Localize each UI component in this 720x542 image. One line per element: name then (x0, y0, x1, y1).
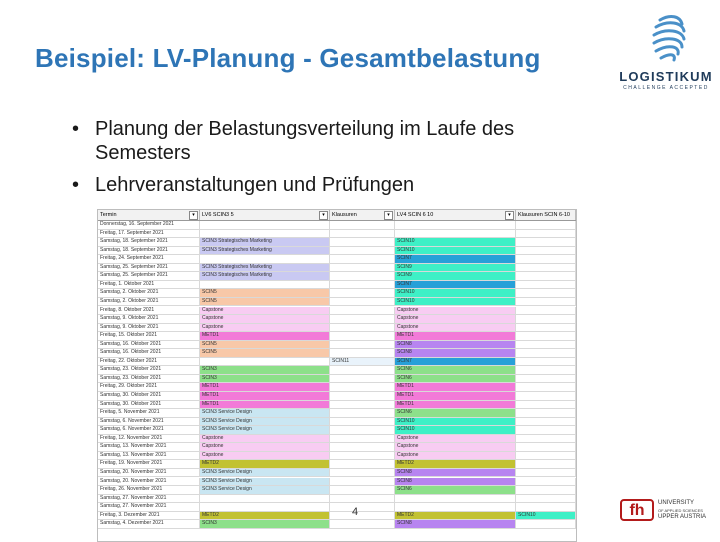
table-row[interactable] (98, 341, 576, 350)
table-row[interactable] (98, 392, 576, 401)
table-cell[interactable] (330, 272, 395, 280)
table-cell[interactable]: Freitag, 5. November 2021 (98, 409, 200, 417)
table-cell[interactable]: Freitag, 26. November 2021 (98, 486, 200, 494)
table-cell[interactable]: METD1 (200, 383, 330, 391)
table-cell[interactable] (330, 401, 395, 409)
table-row[interactable] (98, 443, 576, 452)
fh-logo-mark: fh (620, 499, 654, 521)
table-cell[interactable] (330, 298, 395, 306)
table-cell[interactable] (200, 281, 330, 289)
table-cell[interactable]: Samstag, 20. November 2021 (98, 469, 200, 477)
table-cell[interactable] (516, 366, 576, 374)
table-cell[interactable]: SCIN8 (395, 469, 516, 477)
table-cell[interactable]: METD1 (200, 332, 330, 340)
table-cell[interactable]: SCIN8 (395, 341, 516, 349)
table-cell[interactable] (516, 358, 576, 366)
table-cell[interactable] (516, 315, 576, 323)
table-cell[interactable] (516, 332, 576, 340)
table-row[interactable] (98, 520, 576, 529)
table-cell[interactable]: Capstone (395, 443, 516, 451)
table-cell[interactable]: Samstag, 27. November 2021 (98, 503, 200, 511)
table-cell[interactable] (516, 375, 576, 383)
bullet-dot-icon: • (72, 174, 80, 196)
table-row[interactable] (98, 375, 576, 384)
table-cell[interactable]: SCIN3 Strategisches Marketing (200, 264, 330, 272)
table-cell[interactable]: Capstone (200, 435, 330, 443)
table-cell[interactable]: Samstag, 18. September 2021 (98, 247, 200, 255)
table-cell[interactable] (330, 230, 395, 238)
table-cell[interactable] (330, 315, 395, 323)
table-cell[interactable] (516, 238, 576, 246)
table-cell[interactable]: Samstag, 23. Oktober 2021 (98, 366, 200, 374)
table-cell[interactable]: SCIN3 Service Design (200, 418, 330, 426)
table-row[interactable] (98, 264, 576, 273)
table-cell[interactable] (330, 332, 395, 340)
table-row[interactable] (98, 486, 576, 495)
table-cell[interactable]: SCIN3 Strategisches Marketing (200, 247, 330, 255)
table-cell[interactable]: Samstag, 16. Oktober 2021 (98, 341, 200, 349)
table-cell[interactable] (516, 443, 576, 451)
table-cell[interactable] (516, 298, 576, 306)
table-cell[interactable] (330, 469, 395, 477)
table-row[interactable] (98, 478, 576, 487)
table-cell[interactable] (330, 264, 395, 272)
spreadsheet-header-row (98, 210, 576, 221)
table-row[interactable] (98, 401, 576, 410)
filter-dropdown-icon[interactable]: ▾ (189, 211, 198, 220)
table-cell[interactable]: SCIN5 (200, 341, 330, 349)
table-cell[interactable] (200, 221, 330, 229)
logistikum-logo (616, 10, 716, 90)
table-row[interactable] (98, 221, 576, 230)
table-cell[interactable] (330, 307, 395, 315)
table-row[interactable] (98, 332, 576, 341)
table-cell[interactable] (516, 452, 576, 460)
table-cell[interactable] (200, 255, 330, 263)
table-cell[interactable] (330, 435, 395, 443)
swirl-logo-icon (616, 10, 716, 68)
table-cell[interactable] (330, 289, 395, 297)
table-cell[interactable] (330, 247, 395, 255)
table-cell[interactable]: Freitag, 22. Oktober 2021 (98, 358, 200, 366)
header-termin[interactable]: Termin ▾ (98, 210, 200, 220)
table-cell[interactable]: SCIN8 (395, 478, 516, 486)
table-cell[interactable]: Samstag, 20. November 2021 (98, 478, 200, 486)
schedule-spreadsheet[interactable] (97, 209, 577, 542)
table-row[interactable] (98, 298, 576, 307)
table-cell[interactable] (330, 238, 395, 246)
slide-title: Beispiel: LV-Planung - Gesamtbelastung (35, 43, 541, 73)
table-cell[interactable] (395, 495, 516, 503)
table-cell[interactable] (330, 418, 395, 426)
table-cell[interactable]: METD1 (395, 332, 516, 340)
table-cell[interactable]: Samstag, 13. November 2021 (98, 443, 200, 451)
table-row[interactable] (98, 435, 576, 444)
table-cell[interactable] (330, 426, 395, 434)
table-cell[interactable]: Samstag, 13. November 2021 (98, 452, 200, 460)
table-cell[interactable]: METD1 (395, 383, 516, 391)
table-cell[interactable]: METD2 (395, 460, 516, 468)
table-row[interactable] (98, 315, 576, 324)
table-cell[interactable]: SCIN10 (395, 247, 516, 255)
table-cell[interactable]: Freitag, 8. Oktober 2021 (98, 307, 200, 315)
table-row[interactable] (98, 418, 576, 427)
table-cell[interactable] (330, 478, 395, 486)
table-cell[interactable]: Samstag, 9. Oktober 2021 (98, 324, 200, 332)
table-cell[interactable] (200, 358, 330, 366)
table-row[interactable] (98, 255, 576, 264)
fh-upper-austria-logo (620, 497, 712, 525)
logo-wordmark: LOGISTIKUM (619, 69, 713, 84)
table-cell[interactable]: Samstag, 6. November 2021 (98, 418, 200, 426)
table-cell[interactable]: Capstone (395, 452, 516, 460)
table-cell[interactable] (330, 486, 395, 494)
table-cell[interactable]: METD2 (200, 460, 330, 468)
table-cell[interactable] (200, 503, 330, 511)
table-cell[interactable]: Donnerstag, 16. September 2021 (98, 221, 200, 229)
header-klausuren-1[interactable]: Klausuren ▾ (330, 210, 395, 220)
table-cell[interactable] (330, 281, 395, 289)
table-cell[interactable]: SCIN3 (200, 366, 330, 374)
header-lv6[interactable]: LV6 SCIN3 5 ▾ (200, 210, 330, 220)
table-row[interactable] (98, 495, 576, 504)
table-cell[interactable] (516, 409, 576, 417)
table-cell[interactable]: SCIN3 Service Design (200, 486, 330, 494)
table-cell[interactable] (330, 324, 395, 332)
table-cell[interactable]: Samstag, 4. Dezember 2021 (98, 520, 200, 528)
table-cell[interactable]: METD1 (395, 401, 516, 409)
table-cell[interactable]: SCIN6 (395, 409, 516, 417)
table-cell[interactable]: Capstone (200, 452, 330, 460)
table-cell[interactable] (516, 503, 576, 511)
table-cell[interactable]: Samstag, 25. September 2021 (98, 264, 200, 272)
table-cell[interactable]: SCIN3 Service Design (200, 478, 330, 486)
table-cell[interactable]: SCIN10 (395, 426, 516, 434)
filter-dropdown-icon[interactable]: ▾ (505, 211, 514, 220)
header-klausuren-2[interactable]: Klausuren SCIN 6-10 (516, 210, 576, 220)
table-cell[interactable] (330, 520, 395, 528)
table-cell[interactable] (330, 392, 395, 400)
filter-dropdown-icon[interactable]: ▾ (384, 211, 393, 220)
table-cell[interactable] (516, 486, 576, 494)
table-cell[interactable] (516, 495, 576, 503)
table-cell[interactable]: Samstag, 23. Oktober 2021 (98, 375, 200, 383)
table-cell[interactable]: Capstone (395, 307, 516, 315)
table-cell[interactable]: METD1 (200, 392, 330, 400)
logo-tagline: CHALLENGE ACCEPTED (623, 85, 709, 91)
table-row[interactable] (98, 512, 576, 521)
table-cell[interactable] (330, 503, 395, 511)
table-row[interactable] (98, 426, 576, 435)
table-cell[interactable] (516, 247, 576, 255)
table-row[interactable] (98, 358, 576, 367)
table-row[interactable] (98, 281, 576, 290)
table-cell[interactable]: Capstone (200, 307, 330, 315)
table-cell[interactable] (330, 460, 395, 468)
table-row[interactable] (98, 469, 576, 478)
table-cell[interactable] (516, 341, 576, 349)
table-cell[interactable]: Freitag, 12. November 2021 (98, 435, 200, 443)
table-cell[interactable]: SCIN3 Strategisches Marketing (200, 272, 330, 280)
header-lv4[interactable]: LV4 SCIN 6 10 ▾ (395, 210, 516, 220)
table-row[interactable] (98, 230, 576, 239)
fh-logo-text: UNIVERSITY OF APPLIED SCIENCES UPPER AUSTRIA (658, 500, 707, 520)
table-cell[interactable] (330, 375, 395, 383)
table-cell[interactable]: METD2 (395, 512, 516, 520)
bullet-dot-icon: • (72, 118, 80, 140)
table-cell[interactable] (516, 255, 576, 263)
table-cell[interactable]: Samstag, 9. Oktober 2021 (98, 315, 200, 323)
table-cell[interactable]: Capstone (395, 315, 516, 323)
table-cell[interactable]: SCIN7 (395, 358, 516, 366)
table-row[interactable] (98, 247, 576, 256)
table-row[interactable] (98, 409, 576, 418)
table-cell[interactable] (330, 255, 395, 263)
table-cell[interactable]: SCIN3 Service Design (200, 469, 330, 477)
table-cell[interactable]: SCIN7 (395, 281, 516, 289)
table-cell[interactable]: SCIN9 (395, 264, 516, 272)
table-cell[interactable] (395, 503, 516, 511)
table-cell[interactable]: SCIN9 (395, 272, 516, 280)
table-cell[interactable]: SCIN8 (395, 520, 516, 528)
table-cell[interactable] (516, 221, 576, 229)
table-row[interactable] (98, 349, 576, 358)
table-row[interactable] (98, 307, 576, 316)
table-cell[interactable]: SCIN11 (330, 358, 395, 366)
table-cell[interactable] (516, 418, 576, 426)
table-cell[interactable]: Capstone (395, 324, 516, 332)
table-row[interactable] (98, 289, 576, 298)
table-cell[interactable]: SCIN7 (395, 255, 516, 263)
table-cell[interactable]: Freitag, 15. Oktober 2021 (98, 332, 200, 340)
table-cell[interactable] (395, 221, 516, 229)
table-row[interactable] (98, 272, 576, 281)
table-row[interactable] (98, 503, 576, 512)
table-cell[interactable]: SCIN8 (395, 349, 516, 357)
table-cell[interactable]: Freitag, 17. September 2021 (98, 230, 200, 238)
table-cell[interactable] (330, 221, 395, 229)
table-cell[interactable]: SCIN10 (395, 238, 516, 246)
table-cell[interactable]: SCIN10 (395, 418, 516, 426)
table-row[interactable] (98, 460, 576, 469)
table-cell[interactable]: SCIN6 (395, 366, 516, 374)
table-cell[interactable] (516, 307, 576, 315)
table-cell[interactable]: Freitag, 29. Oktober 2021 (98, 383, 200, 391)
bullet-text: Lehrveranstaltungen und Prüfungen (95, 174, 415, 196)
table-cell[interactable] (330, 409, 395, 417)
table-cell[interactable]: SCIN6 (395, 486, 516, 494)
table-cell[interactable] (516, 349, 576, 357)
table-cell[interactable]: SCIN3 Service Design (200, 426, 330, 434)
table-cell[interactable]: Freitag, 3. Dezember 2021 (98, 512, 200, 520)
table-cell[interactable]: Samstag, 16. Oktober 2021 (98, 349, 200, 357)
table-cell[interactable]: Capstone (200, 443, 330, 451)
page-number: 4 (352, 506, 359, 518)
table-cell[interactable] (200, 230, 330, 238)
table-cell[interactable]: Samstag, 30. Oktober 2021 (98, 401, 200, 409)
table-cell[interactable] (516, 469, 576, 477)
table-cell[interactable]: Capstone (200, 324, 330, 332)
table-cell[interactable] (330, 341, 395, 349)
table-cell[interactable]: SCIN5 (200, 298, 330, 306)
table-cell[interactable]: SCIN3 (200, 520, 330, 528)
table-cell[interactable]: SCIN3 Strategisches Marketing (200, 238, 330, 246)
table-cell[interactable]: SCIN3 (200, 375, 330, 383)
table-cell[interactable]: SCIN10 (395, 298, 516, 306)
table-cell[interactable]: SCIN3 Service Design (200, 409, 330, 417)
table-cell[interactable]: Samstag, 30. Oktober 2021 (98, 392, 200, 400)
table-cell[interactable]: SCIN10 (395, 289, 516, 297)
table-cell[interactable]: Samstag, 2. Oktober 2021 (98, 298, 200, 306)
table-cell[interactable]: SCIN5 (200, 289, 330, 297)
table-cell[interactable] (516, 435, 576, 443)
table-cell[interactable] (330, 452, 395, 460)
table-row[interactable] (98, 452, 576, 461)
table-row[interactable] (98, 383, 576, 392)
table-cell[interactable]: Freitag, 24. September 2021 (98, 255, 200, 263)
table-cell[interactable]: Freitag, 19. November 2021 (98, 460, 200, 468)
table-cell[interactable] (516, 264, 576, 272)
table-cell[interactable] (516, 401, 576, 409)
table-cell[interactable] (516, 289, 576, 297)
table-cell[interactable]: SCIN10 (516, 512, 576, 520)
table-cell[interactable] (330, 366, 395, 374)
table-cell[interactable] (516, 426, 576, 434)
table-cell[interactable] (330, 383, 395, 391)
table-cell[interactable] (330, 349, 395, 357)
bullet-item (72, 117, 592, 165)
table-cell[interactable]: SCIN6 (395, 375, 516, 383)
table-cell[interactable]: Samstag, 6. November 2021 (98, 426, 200, 434)
bullet-item (72, 173, 592, 197)
table-cell[interactable]: Samstag, 27. November 2021 (98, 495, 200, 503)
table-cell[interactable]: Samstag, 18. September 2021 (98, 238, 200, 246)
table-cell[interactable]: METD2 (200, 512, 330, 520)
table-row[interactable] (98, 238, 576, 247)
table-cell[interactable] (330, 495, 395, 503)
table-cell[interactable]: Capstone (395, 435, 516, 443)
table-cell[interactable] (516, 460, 576, 468)
bullet-text: Planung der Belastungsverteilung im Laufe des Semesters (95, 118, 515, 164)
table-cell[interactable] (516, 281, 576, 289)
bullet-list (72, 117, 592, 205)
table-cell[interactable]: Samstag, 2. Oktober 2021 (98, 289, 200, 297)
table-cell[interactable] (516, 324, 576, 332)
table-cell[interactable]: METD1 (395, 392, 516, 400)
table-cell[interactable] (516, 383, 576, 391)
table-cell[interactable] (516, 392, 576, 400)
table-cell[interactable] (516, 272, 576, 280)
table-cell[interactable] (395, 230, 516, 238)
table-cell[interactable] (200, 495, 330, 503)
filter-dropdown-icon[interactable]: ▾ (319, 211, 328, 220)
table-cell[interactable] (330, 512, 395, 520)
table-cell[interactable] (516, 230, 576, 238)
table-cell[interactable] (516, 478, 576, 486)
table-cell[interactable]: Freitag, 1. Oktober 2021 (98, 281, 200, 289)
table-cell[interactable]: Capstone (200, 315, 330, 323)
table-cell[interactable] (516, 520, 576, 528)
table-cell[interactable]: Samstag, 25. September 2021 (98, 272, 200, 280)
table-row[interactable] (98, 324, 576, 333)
table-row[interactable] (98, 366, 576, 375)
table-cell[interactable]: METD1 (200, 401, 330, 409)
table-cell[interactable]: SCIN5 (200, 349, 330, 357)
table-cell[interactable] (330, 443, 395, 451)
